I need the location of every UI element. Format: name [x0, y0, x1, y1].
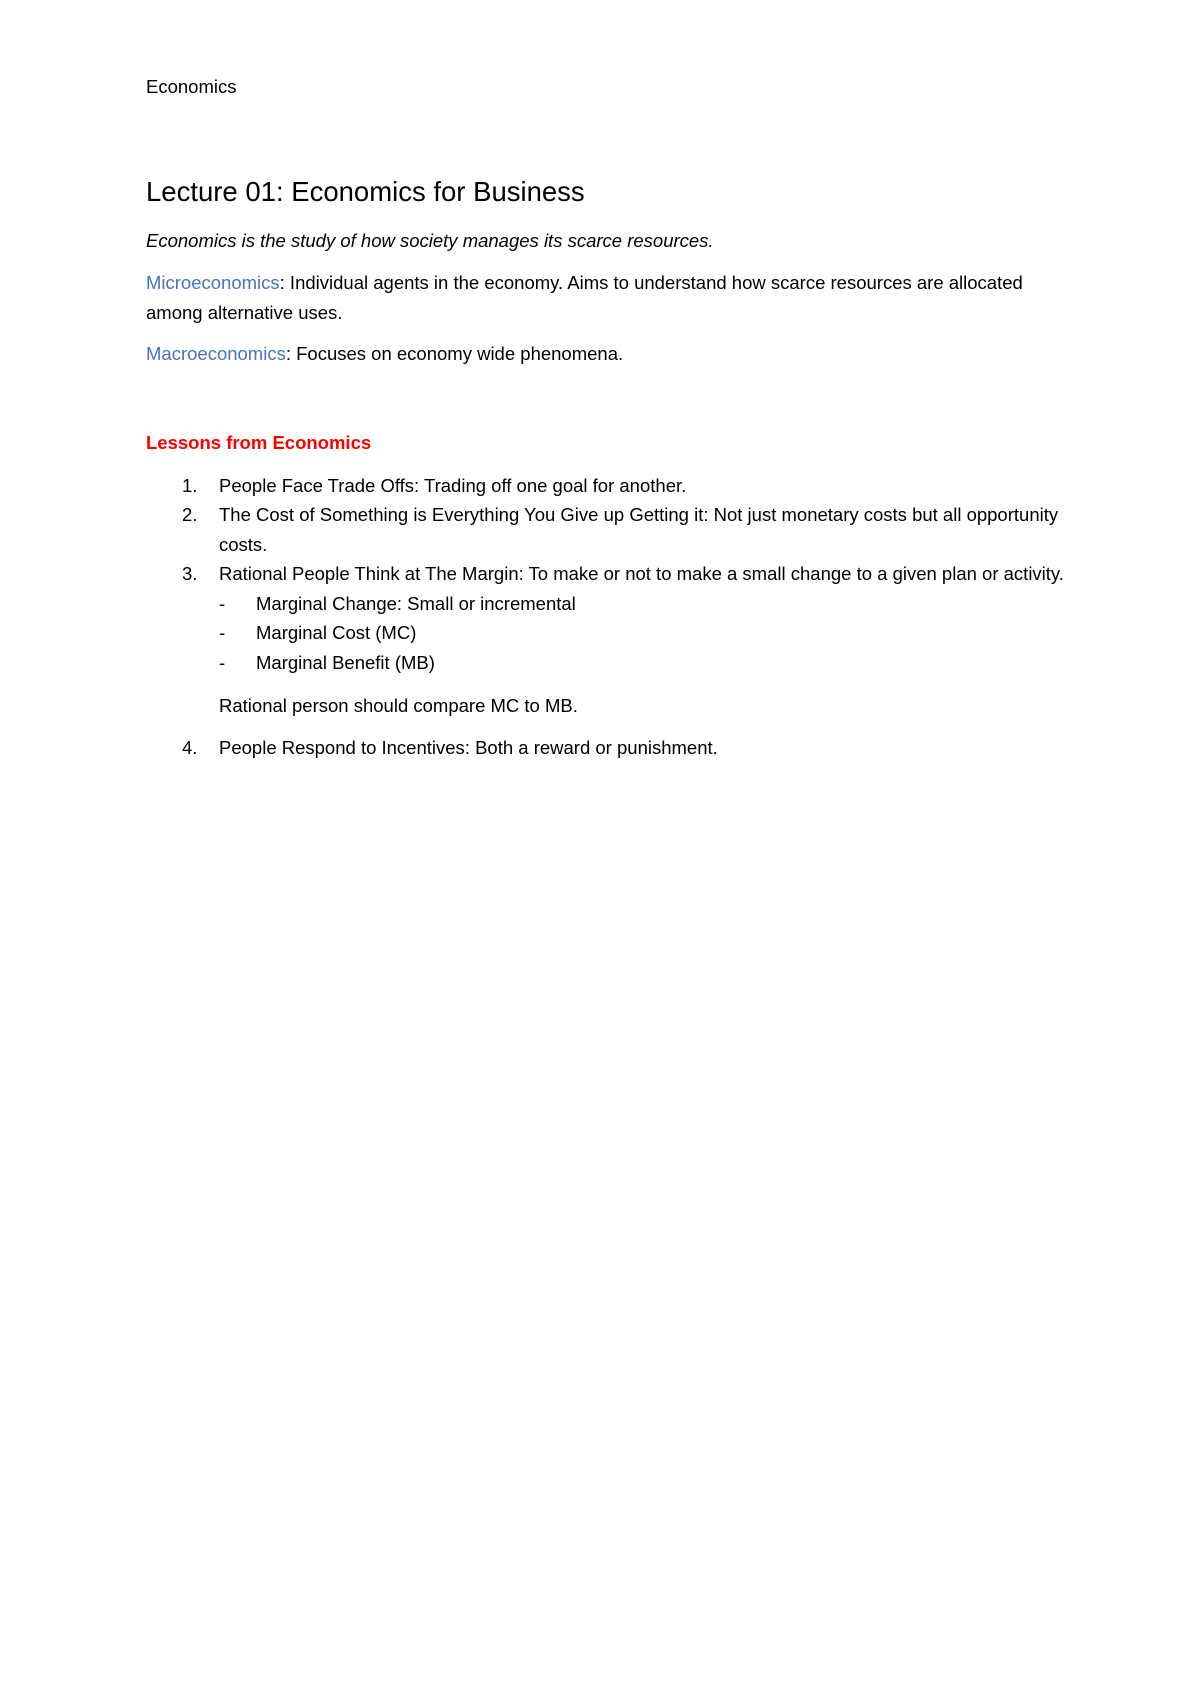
list-item-text: The Cost of Something is Everything You Give up Getting it: Not just monetary costs but all opportunity costs. — [219, 504, 1059, 555]
marginal-sublist — [219, 589, 1080, 678]
list-item-lesson-3 — [146, 559, 1080, 721]
list-item-text: People Respond to Incentives: Both a reward or punishment. — [219, 736, 718, 758]
list-item-text: People Face Trade Offs: Trading off one goal for another. — [219, 474, 687, 496]
macroeconomics-description: : Focuses on economy wide phenomena. — [285, 343, 624, 364]
dash-bullet: - — [219, 651, 226, 673]
sublist-item-text: Marginal Change: Small or incremental — [256, 592, 576, 614]
sublist-item-marginal-cost — [219, 618, 1080, 648]
list-item-number: 2. — [182, 504, 198, 525]
microeconomics-description: : Individual agents in the economy. Aims to understand how scarce resources are allocated among alternative uses. — [146, 272, 1023, 323]
list-item-number: 4. — [182, 736, 198, 758]
running-header: Economics — [146, 76, 237, 97]
list-item-text: Rational People Think at The Margin: To make or not to make a small change to a given plan or activity. — [219, 563, 1064, 584]
list-item-lesson-1 — [146, 471, 1080, 501]
definition-text: Economics is the study of how society manages its scarce resources. — [146, 230, 714, 251]
microeconomics-term: Microeconomics — [146, 272, 280, 293]
list-item-number: 1. — [182, 474, 198, 496]
sublist-item-text: Marginal Benefit (MB) — [256, 651, 435, 673]
lessons-list — [146, 471, 1080, 763]
dash-bullet: - — [219, 592, 226, 614]
dash-bullet: - — [219, 622, 226, 643]
macroeconomics-term: Macroeconomics — [146, 343, 286, 364]
sublist-item-marginal-change — [219, 589, 1080, 619]
microeconomics-paragraph — [146, 268, 1066, 327]
macroeconomics-paragraph — [146, 339, 1066, 369]
list-item-lesson-2 — [146, 500, 1080, 559]
sublist-item-marginal-benefit — [219, 648, 1080, 678]
lesson-note: Rational person should compare MC to MB. — [219, 695, 578, 716]
page-title: Lecture 01: Economics for Business — [146, 176, 585, 207]
list-item-lesson-4 — [146, 733, 1080, 763]
sublist-item-text: Marginal Cost (MC) — [256, 622, 417, 643]
section-heading-lessons: Lessons from Economics — [146, 431, 372, 453]
list-item-number: 3. — [182, 563, 198, 584]
